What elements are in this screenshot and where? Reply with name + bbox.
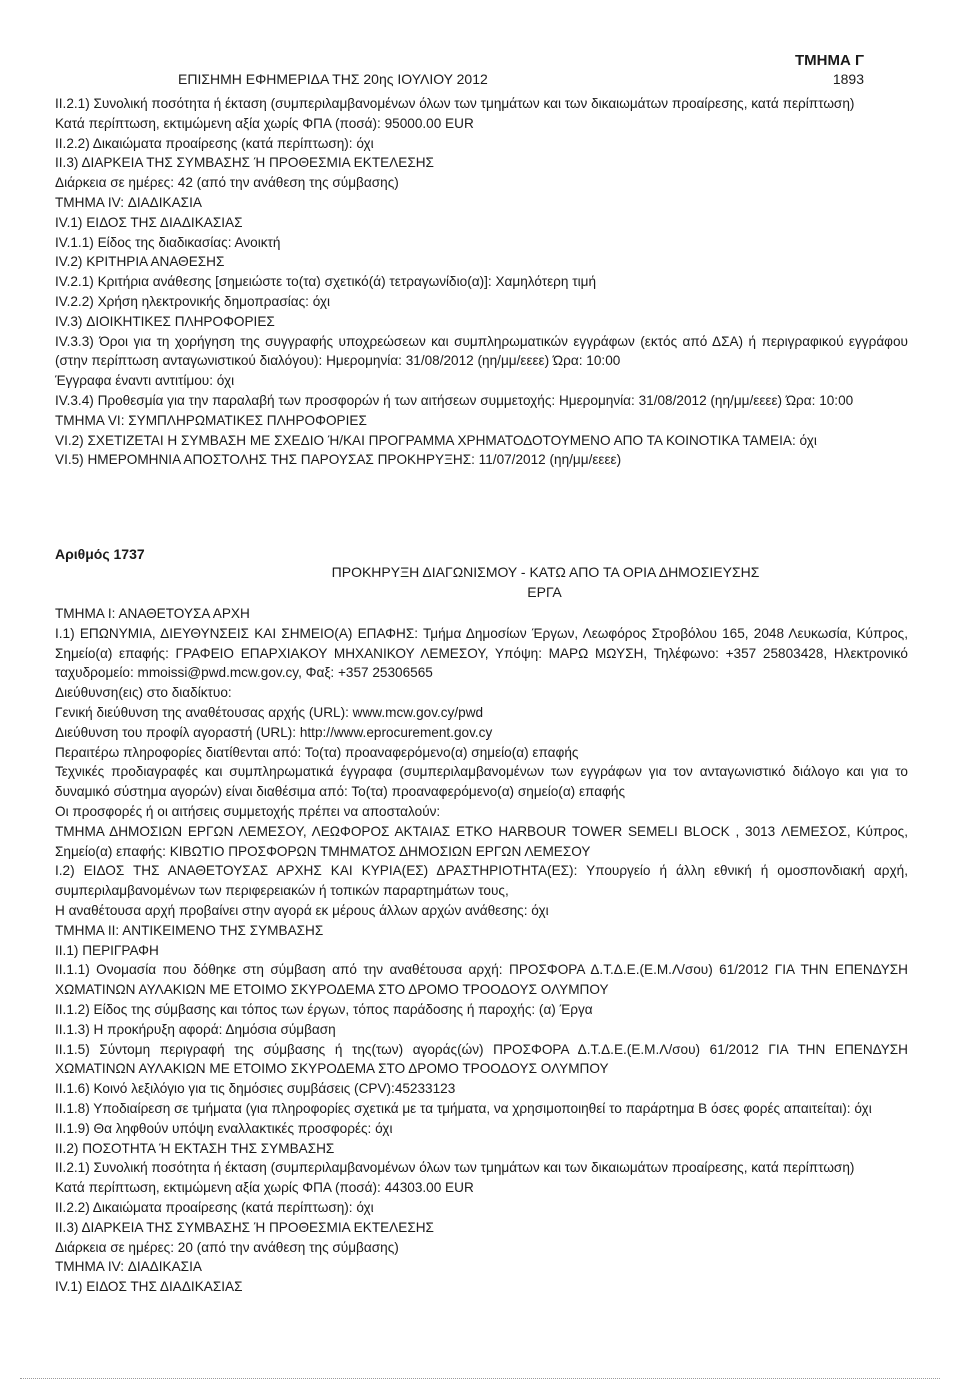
paragraph: ΙΙ.2.2) Δικαιώματα προαίρεσης (κατά περίπτωση): όχι	[55, 135, 374, 151]
paragraph: ΙΙ.2.1) Συνολική ποσότητα ή έκταση (συμπεριλαμβανομένων όλων των τμημάτων και των δικαιωμάτων προαίρεσης, κατά περίπτωση)	[55, 1160, 855, 1176]
section-heading: ΤΜΗΜΑ ΙΙ: ΑΝΤΙΚΕΙΜΕΝΟ ΤΗΣ ΣΥΜΒΑΣΗΣ	[55, 922, 324, 938]
page-header	[0, 0, 960, 95]
paragraph: IV.1) ΕΙΔΟΣ ΤΗΣ ΔΙΑΔΙΚΑΣΙΑΣ	[55, 214, 243, 230]
paragraph: ΙΙ.3) ΔΙΑΡΚΕΙΑ ΤΗΣ ΣΥΜΒΑΣΗΣ Ή ΠΡΟΘΕΣΜΙΑ ΕΚΤΕΛΕΣΗΣ	[55, 155, 434, 171]
paragraph: IV.2) ΚΡΙΤΗΡΙΑ ΑΝΑΘΕΣΗΣ	[55, 254, 225, 270]
paragraph: Η αναθέτουσα αρχή προβαίνει στην αγορά εκ μέρους άλλων αρχών ανάθεσης: όχι	[55, 902, 549, 918]
paragraph: Κατά περίπτωση, εκτιμώμενη αξία χωρίς ΦΠΑ (ποσά): 44303.00 EUR	[55, 1180, 474, 1196]
paragraph: ΙΙ.1.2) Είδος της σύμβασης και τόπος των έργων, τόπος παράδοσης ή παροχής: (α) Έργα	[55, 1001, 593, 1017]
notice-body	[55, 604, 908, 1297]
paragraph: IV.1.1) Είδος της διαδικασίας: Ανοικτή	[55, 234, 281, 250]
paragraph: Περαιτέρω πληροφορίες διατίθενται από: Το(τα) προαναφερόμενο(α) σημείο(α) επαφής	[55, 744, 579, 760]
paragraph: IV.2.1) Κριτήρια ανάθεσης [σημειώστε το(τα) σχετικό(ά) τετραγωνίδιο(α)]: Χαμηλότερη τιμή	[55, 274, 597, 290]
section-label: ΤΜΗΜΑ Γ	[794, 52, 864, 69]
notice-title	[55, 562, 908, 602]
gazette-title: ΕΠΙΣΗΜΗ ΕΦΗΜΕΡΙΔΑ ΤΗΣ 20ης ΙΟΥΛΙΟΥ 2012	[178, 71, 488, 87]
paragraph: ΙΙ.1.9) Θα ληφθούν υπόψη εναλλακτικές προσφορές: όχι	[55, 1120, 393, 1136]
paragraph: Διεύθυνση του προφίλ αγοραστή (URL): http://www.eprocurement.gov.cy	[55, 724, 493, 740]
notice-title-line: ΠΡΟΚΗΡΥΞΗ ΔΙΑΓΩΝΙΣΜΟΥ - ΚΑΤΩ ΑΠΟ ΤΑ ΟΡΙΑ ΔΗΜΟΣΙΕΥΣΗΣ	[331, 564, 760, 580]
paragraph: Κατά περίπτωση, εκτιμώμενη αξία χωρίς ΦΠΑ (ποσά): 95000.00 EUR	[55, 115, 474, 131]
paragraph: ΙΙ.1) ΠΕΡΙΓΡΑΦΗ	[55, 942, 159, 958]
paragraph: VI.2) ΣΧΕΤΙΖΕΤΑΙ Η ΣΥΜΒΑΣΗ ΜΕ ΣΧΕΔΙΟ Ή/ΚΑΙ ΠΡΟΓΡΑΜΜΑ ΧΡΗΜΑΤΟΔΟΤΟΥΜΕΝΟ ΑΠΟ ΤΑ ΚΟΙΝΟΤΙΚΑ ΤΑΜΕΙΑ: όχι	[55, 432, 817, 448]
paragraph: IV.3) ΔΙΟΙΚΗΤΙΚΕΣ ΠΛΗΡΟΦΟΡΙΕΣ	[55, 313, 275, 329]
previous-notice-continuation	[55, 94, 908, 470]
paragraph: Οι προσφορές ή οι αιτήσεις συμμετοχής πρέπει να αποσταλούν:	[55, 803, 441, 819]
section-heading: ΤΜΗΜΑ IV: ΔΙΑΔΙΚΑΣΙΑ	[55, 1259, 202, 1275]
section-heading: ΤΜΗΜΑ Ι: ΑΝΑΘΕΤΟΥΣΑ ΑΡΧΗ	[55, 606, 250, 621]
paragraph: ΙΙ.2.2) Δικαιώματα προαίρεσης (κατά περίπτωση): όχι	[55, 1199, 374, 1215]
paragraph: VI.5) ΗΜΕΡΟΜΗΝΙΑ ΑΠΟΣΤΟΛΗΣ ΤΗΣ ΠΑΡΟΥΣΑΣ ΠΡΟΚΗΡΥΞΗΣ: 11/07/2012 (ηη/μμ/εεεε)	[55, 452, 622, 468]
paragraph: ΙΙ.1.3) Η προκήρυξη αφορά: Δημόσια σύμβαση	[55, 1021, 336, 1037]
section-heading: ΤΜΗΜΑ VI: ΣΥΜΠΛΗΡΩΜΑΤΙΚΕΣ ΠΛΗΡΟΦΟΡΙΕΣ	[55, 412, 367, 428]
page-number: 1893	[832, 71, 864, 87]
paragraph: Ι.2) ΕΙΔΟΣ ΤΗΣ ΑΝΑΘΕΤΟΥΣΑΣ ΑΡΧΗΣ ΚΑΙ ΚΥΡΙΑ(ΕΣ) ΔΡΑΣΤΗΡΙΟΤΗΤΑ(ΕΣ): Υπουργείο ή άλλη εθνική ή ομοσπονδιακή αρχή, συμπεριλαμβανομένων των περιφερειακών ή τοπικών παραρτημάτων τους,	[55, 863, 908, 899]
paragraph: ΙΙ.1.5) Σύντομη περιγραφή της σύμβασης ή της(των) αγοράς(ών) ΠΡΟΣΦΟΡΑ Δ.Τ.Δ.Ε.(Ε.Μ.Λ/σου) 61/2012 ΓΙΑ ΤΗΝ ΕΠΕΝΔΥΣΗ ΧΩΜΑΤΙΝΩΝ ΑΥΛΑΚΙΩΝ ΜΕ ΕΤΟΙΜΟ ΣΚΥΡΟΔΕΜΑ ΣΤΟ ΔΡΟΜΟ ΤΡΟΟΔΟΥΣ ΟΛΥΜΠΟΥ	[55, 1041, 908, 1077]
paragraph: Τεχνικές προδιαγραφές και συμπληρωματικά έγγραφα (συμπεριλαμβανομένων των εγγράφων για τον ανταγωνιστικό διάλογο και για το δυναμικό σύστημα αγορών) είναι διαθέσιμα από: Το(τα) προαναφερόμενο(α) σημείο(α) επαφής	[55, 764, 908, 800]
paragraph: ΙΙ.3) ΔΙΑΡΚΕΙΑ ΤΗΣ ΣΥΜΒΑΣΗΣ Ή ΠΡΟΘΕΣΜΙΑ ΕΚΤΕΛΕΣΗΣ	[55, 1219, 434, 1235]
paragraph: Διεύθυνση(εις) στο διαδίκτυο:	[55, 685, 232, 701]
paragraph: IV.3.3) Όροι για τη χορήγηση της συγγραφής υποχρεώσεων και συμπληρωματικών εγγράφων (εκτός από ΔΣΑ) ή περιγραφικού εγγράφου (στην περίπτωση ανταγωνιστικού διαλόγου): Ημερομηνία: 31/08/2012 (ηη/μμ/εεεε) Ώρα: 10:00	[55, 333, 908, 369]
paragraph: Έγγραφα έναντι αντιτίμου: όχι	[55, 373, 235, 389]
notice-number: Αριθμός 1737	[55, 546, 145, 562]
paragraph: ΙΙ.2) ΠΟΣΟΤΗΤΑ Ή ΕΚΤΑΣΗ ΤΗΣ ΣΥΜΒΑΣΗΣ	[55, 1140, 335, 1156]
footer-divider	[20, 1378, 940, 1379]
paragraph: ΙΙ.1.1) Ονομασία που δόθηκε στη σύμβαση από την αναθέτουσα αρχή: ΠΡΟΣΦΟΡΑ Δ.Τ.Δ.Ε.(Ε.Μ.Λ/σου) 61/2012 ΓΙΑ ΤΗΝ ΕΠΕΝΔΥΣΗ ΧΩΜΑΤΙΝΩΝ ΑΥΛΑΚΙΩΝ ΜΕ ΕΤΟΙΜΟ ΣΚΥΡΟΔΕΜΑ ΣΤΟ ΔΡΟΜΟ ΤΡΟΟΔΟΥΣ ΟΛΥΜΠΟΥ	[55, 962, 908, 998]
paragraph: IV.1) ΕΙΔΟΣ ΤΗΣ ΔΙΑΔΙΚΑΣΙΑΣ	[55, 1279, 243, 1295]
paragraph: Ι.1) ΕΠΩΝΥΜΙΑ, ΔΙΕΥΘΥΝΣΕΙΣ ΚΑΙ ΣΗΜΕΙΟ(Α) ΕΠΑΦΗΣ: Τμήμα Δημοσίων Έργων, Λεωφόρος Στροβόλου 165, 2048 Λευκωσία, Κύπρος, Σημείο(α) επαφής: ΓΡΑΦΕΙΟ ΕΠΑΡΧΙΑΚΟΥ ΜΗΧΑΝΙΚΟΥ ΛΕΜΕΣΟΥ, Υπόψη: ΜΑΡΩ ΜΩΥΣΗ, Τηλέφωνο: +357 25803428, Ηλεκτρονικό ταχυδρομείο: mmoissi@pwd.mcw.gov.cy, Φαξ: +357 25306565	[55, 625, 908, 681]
notice-title-line: ΕΡΓΑ	[527, 584, 562, 600]
section-heading: ΤΜΗΜΑ IV: ΔΙΑΔΙΚΑΣΙΑ	[55, 194, 202, 210]
paragraph: IV.3.4) Προθεσμία για την παραλαβή των προσφορών ή των αιτήσεων συμμετοχής: Ημερομηνία: 31/08/2012 (ηη/μμ/εεεε) Ώρα: 10:00	[55, 392, 854, 408]
paragraph: ΙΙ.2.1) Συνολική ποσότητα ή έκταση (συμπεριλαμβανομένων όλων των τμημάτων και των δικαιωμάτων προαίρεσης, κατά περίπτωση)	[55, 96, 855, 111]
paragraph: Διάρκεια σε ημέρες: 20 (από την ανάθεση της σύμβασης)	[55, 1239, 399, 1255]
paragraph: IV.2.2) Χρήση ηλεκτρονικής δημοπρασίας: όχι	[55, 293, 331, 309]
paragraph: Διάρκεια σε ημέρες: 42 (από την ανάθεση της σύμβασης)	[55, 175, 399, 191]
paragraph: ΤΜΗΜΑ ΔΗΜΟΣΙΩΝ ΕΡΓΩΝ ΛΕΜΕΣΟΥ, ΛΕΩΦΟΡΟΣ ΑΚΤΑΙΑΣ ΕΤΚΟ HARBOUR TOWER SEMELI BLOCK , 3013 ΛΕΜΕΣΟΣ, Κύπρος, Σημείο(α) επαφής: ΚΙΒΩΤΙΟ ΠΡΟΣΦΟΡΩΝ ΤΜΗΜΑΤΟΣ ΔΗΜΟΣΙΩΝ ΕΡΓΩΝ ΛΕΜΕΣΟΥ	[55, 823, 908, 859]
paragraph: Γενική διεύθυνση της αναθέτουσας αρχής (URL): www.mcw.gov.cy/pwd	[55, 704, 484, 720]
paragraph: ΙΙ.1.6) Κοινό λεξιλόγιο για τις δημόσιες συμβάσεις (CPV):45233123	[55, 1081, 456, 1097]
paragraph: ΙΙ.1.8) Υποδιαίρεση σε τμήματα (για πληροφορίες σχετικά με τα τμήματα, να χρησιμοποιηθεί το παράρτημα Β όσες φορές απαιτείται): όχι	[55, 1100, 872, 1116]
